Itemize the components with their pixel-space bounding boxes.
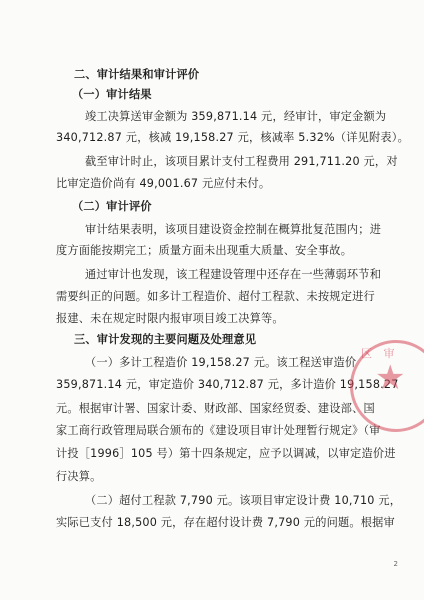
paragraph-line: 竣工决算送审金额为 359,871.14 元，经审计，审定金额为 [85, 110, 387, 123]
paragraph-line: 通过审计也发现，该工程建设管理中还存在一些薄弱环节和 [85, 268, 382, 281]
official-seal-stamp [350, 340, 424, 432]
paragraph-line: 需要纠正的问题。如多计工程造价、超付工程款、未按规定进行 [56, 290, 375, 303]
paragraph-line: 实际已支付 18,500 元，存在超付设计费 7,790 元的问题。根据审 [56, 516, 395, 529]
section-heading-3: 三、审计发现的主要问题及处理意见 [74, 333, 257, 346]
paragraph-line: 审计结果表明，该项目建设资金控制在概算批复范围内；进 [85, 223, 382, 236]
paragraph-line: 340,712.87 元，核减 19,158.27 元，核减率 5.32%（详见附表）。 [56, 131, 409, 144]
paragraph-line: 截至审计时止，该项目累计支付工程费用 291,711.20 元，对 [85, 155, 398, 168]
seal-text: 区 审 [361, 347, 399, 360]
paragraph-line: （一）多计工程造价 19,158.27 元。该工程送审造价 [85, 356, 357, 369]
paragraph-line: （二）超付工程款 7,790 元。该项目审定设计费 10,710 元， [85, 494, 402, 507]
section-heading-2: 二、审计结果和审计评价 [74, 68, 200, 81]
paragraph-line: 行决算。 [56, 470, 102, 483]
paragraph-line: 家工商行政管理局联合颁布的《建设项目审计处理暂行规定》（审 [56, 424, 381, 437]
paragraph-line: 元。根据审计署、国家计委、财政部、国家经贸委、建设部、国 [56, 402, 375, 415]
paragraph-line: 度方面能按期完工；质量方面未出现重大质量、安全事故。 [56, 244, 353, 257]
page-number: 2 [393, 560, 398, 568]
paragraph-line: 报建、未在规定时限内报审项目竣工决算等。 [56, 312, 284, 325]
subsection-heading-results: （一）审计结果 [72, 88, 152, 101]
paragraph-line: 359,871.14 元，审定造价 340,712.87 元，多计造价 19,158.27 [56, 378, 399, 391]
subsection-heading-evaluation: （二）审计评价 [72, 200, 152, 213]
star-icon: ★ [375, 358, 406, 398]
paragraph-line: 计投［1996］105 号）第十四条规定，应予以调减，以审定造价进 [56, 447, 396, 460]
paragraph-line: 比审定造价尚有 49,001.67 元应付未付。 [56, 177, 271, 190]
